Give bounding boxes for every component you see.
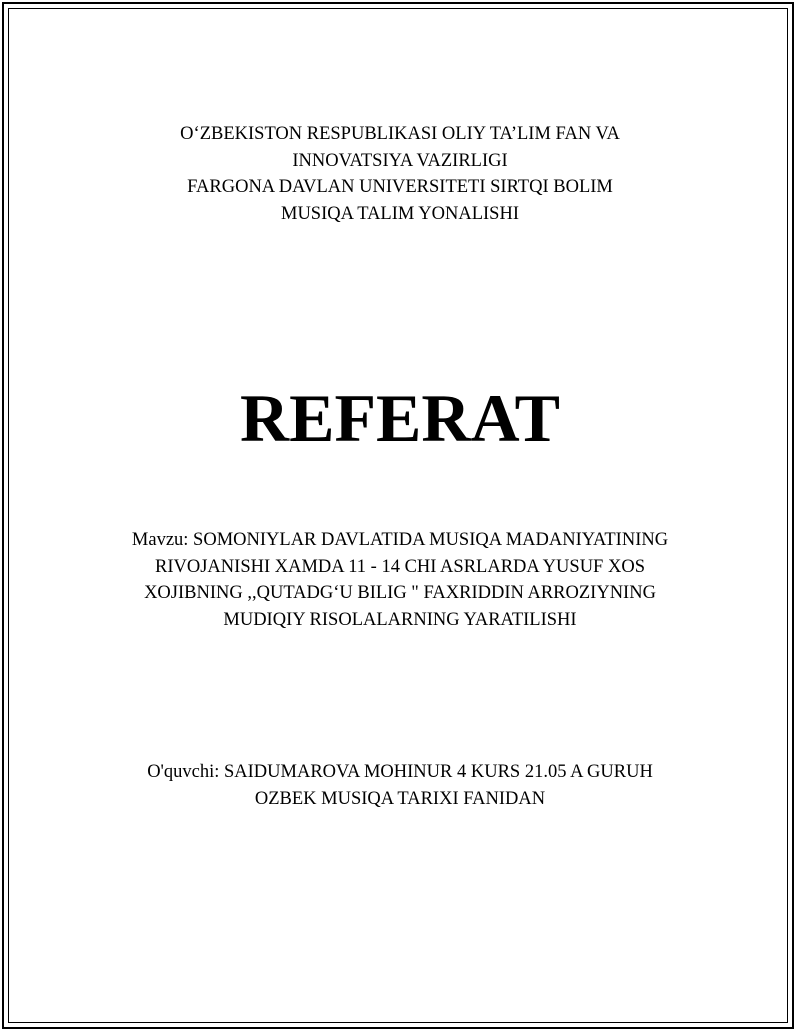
student-section [0, 759, 800, 812]
topic-line: MUDIQIY RISOLALARNING YARATILISHI [223, 609, 577, 630]
topic-section [0, 527, 800, 633]
header-line: INNOVATSIYA VAZIRLIGI [292, 150, 508, 171]
student-line: O'quvchi: SAIDUMAROVA MOHINUR 4 KURS 21.05 A GURUH [147, 762, 653, 782]
topic-line: Mavzu: SOMONIYLAR DAVLATIDA MUSIQA MADANIYATINING [131, 530, 669, 550]
header-line: MUSIQA TALIM YONALISHI [281, 203, 519, 224]
document-title: REFERAT [240, 380, 560, 456]
header-line: FARGONA DAVLAN UNIVERSITETI SIRTQI BOLIM [187, 177, 613, 197]
topic-line: XOJIBNING ,,QUTADG‘U BILIG " FAXRIDDIN ARROZIYNING [144, 583, 656, 603]
student-line: OZBEK MUSIQA TARIXI FANIDAN [254, 788, 546, 809]
topic-line: RIVOJANISHI XAMDA 11 - 14 CHI ASRLARDA YUSUF XOS [155, 556, 645, 577]
header-line: O‘ZBEKISTON RESPUBLIKASI OLIY TA’LIM FAN VA [180, 124, 620, 144]
institution-header [0, 121, 800, 227]
